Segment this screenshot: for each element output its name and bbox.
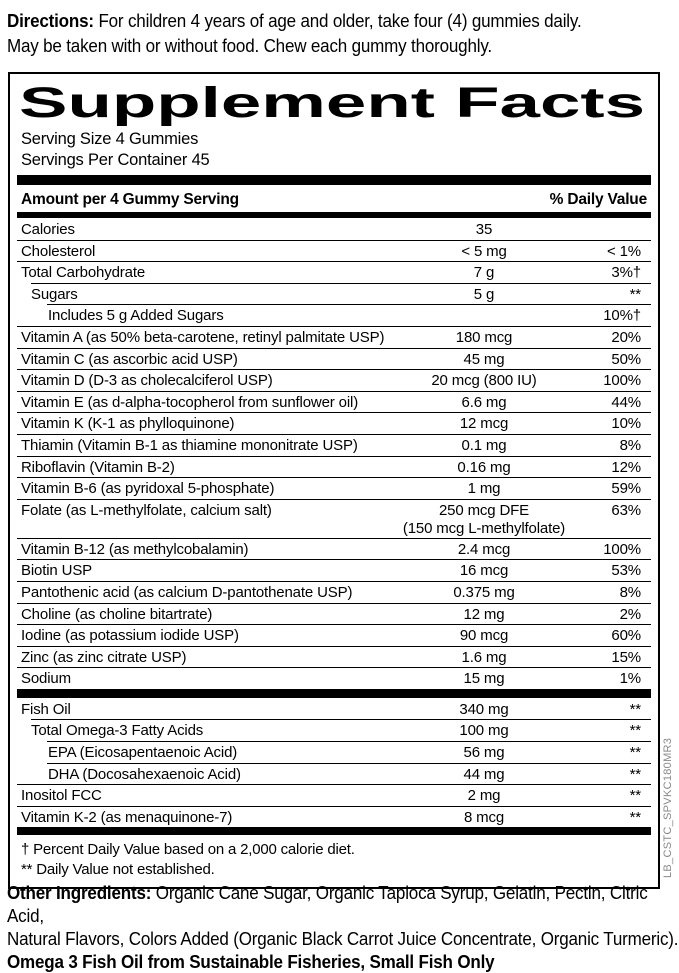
directions-label: Directions:	[7, 10, 94, 31]
nutrient-name: Iodine (as potassium iodide USP)	[21, 627, 239, 645]
nutrient-daily-value: **	[629, 722, 641, 740]
footnote-not-established: ** Daily Value not established.	[21, 860, 215, 878]
table-row	[17, 218, 651, 240]
nutrient-amount-line1: 56 mg	[463, 744, 505, 762]
nutrient-amount	[399, 562, 569, 580]
nutrient-name: Vitamin K (K-1 as phylloquinone)	[21, 415, 235, 433]
table-row	[17, 603, 651, 625]
nutrient-amount	[399, 329, 569, 347]
nutrient-amount	[399, 437, 569, 455]
nutrient-daily-value: 20%	[611, 328, 641, 346]
nutrient-amount	[399, 541, 569, 559]
nutrient-daily-value: **	[629, 808, 641, 826]
nutrient-name: Inositol FCC	[21, 787, 102, 805]
nutrient-daily-value: 1%	[619, 670, 641, 688]
nutrient-name: EPA (Eicosapentaenoic Acid)	[48, 744, 238, 762]
nutrient-daily-value: **	[629, 787, 641, 805]
nutrient-amount	[399, 459, 569, 477]
nutrient-amount-line1: 7 g	[473, 264, 495, 282]
nutrient-name: Folate (as L-methylfolate, calcium salt)	[21, 501, 272, 519]
daily-value-column-header: % Daily Value	[549, 190, 647, 208]
nutrient-daily-value: 10%	[611, 415, 641, 433]
nutrient-amount-line2: (150 mcg L-methylfolate)	[402, 519, 566, 537]
nutrient-daily-value: **	[629, 744, 641, 762]
nutrient-amount	[399, 584, 569, 602]
nutrient-amount	[399, 670, 569, 688]
serving-size: Serving Size 4 Gummies	[21, 130, 199, 148]
table-row	[17, 283, 651, 305]
footnote-daily-value: † Percent Daily Value based on a 2,000 calorie diet.	[21, 841, 355, 859]
nutrient-daily-value: **	[629, 700, 641, 718]
nutrient-daily-value: 60%	[611, 627, 641, 645]
nutrient-name: Fish Oil	[21, 700, 71, 718]
nutrient-daily-value: < 1%	[606, 242, 641, 260]
nutrient-amount	[399, 722, 569, 740]
nutrient-amount-line1: 45 mg	[463, 350, 505, 368]
nutrient-amount	[399, 502, 569, 538]
other-ingredients-line2: Natural Flavors, Colors Added (Organic Black Carrot Juice Concentrate, Organic Turmeric).	[7, 928, 679, 949]
nutrient-name: Vitamin B-12 (as methylcobalamin)	[21, 540, 249, 558]
table-row	[17, 667, 651, 689]
nutrient-amount-line1: 0.1 mg	[461, 436, 507, 454]
nutrient-amount	[399, 480, 569, 498]
table-row	[17, 763, 651, 785]
nutrient-name: Vitamin A (as 50% beta-carotene, retinyl palmitate USP)	[21, 328, 385, 346]
nutrient-amount-line1: 20 mcg (800 IU)	[431, 372, 537, 390]
nutrient-amount	[399, 787, 569, 805]
nutrient-name: Riboflavin (Vitamin B-2)	[21, 458, 175, 476]
amount-column-header: Amount per 4 Gummy Serving	[21, 190, 239, 208]
table-row	[17, 806, 651, 828]
nutrient-name: Total Omega-3 Fatty Acids	[31, 722, 204, 740]
nutrient-daily-value: 59%	[611, 480, 641, 498]
table-row	[17, 240, 651, 262]
panel-title: Supplement Facts	[19, 79, 645, 127]
servings-per-container: Servings Per Container 45	[21, 151, 210, 169]
table-row	[17, 741, 651, 763]
nutrient-amount-line1: 340 mg	[459, 700, 509, 718]
nutrient-amount-line1: 12 mg	[463, 605, 505, 623]
nutrient-amount-line1: 44 mg	[463, 765, 505, 783]
supplement-facts-panel	[8, 72, 660, 889]
table-row	[17, 369, 651, 391]
nutrient-amount	[399, 351, 569, 369]
table-row	[17, 348, 651, 370]
nutrient-name: Calories	[21, 221, 75, 238]
nutrient-amount	[399, 627, 569, 645]
nutrient-amount-line1: 16 mcg	[459, 562, 509, 580]
nutrient-name: Vitamin K-2 (as menaquinone-7)	[21, 808, 233, 826]
nutrient-amount	[399, 243, 569, 261]
nutrient-table	[17, 218, 651, 689]
nutrient-amount	[399, 766, 569, 784]
nutrient-daily-value: **	[629, 285, 641, 303]
nutrient-amount-line1: 100 mg	[459, 722, 509, 740]
supplement-label	[0, 8, 679, 972]
table-row	[17, 581, 651, 603]
nutrient-name: Thiamin (Vitamin B-1 as thiamine mononitrate USP)	[21, 436, 358, 454]
nutrient-daily-value: 12%	[611, 458, 641, 476]
table-row	[17, 326, 651, 348]
thick-divider-fish-oil	[17, 689, 651, 698]
nutrient-daily-value: 8%	[619, 583, 641, 601]
table-row	[17, 456, 651, 478]
nutrient-amount-line1: 0.16 mg	[457, 458, 511, 476]
nutrient-daily-value: 3%†	[611, 264, 641, 282]
nutrient-name: Biotin USP	[21, 562, 93, 580]
nutrient-daily-value: 2%	[619, 605, 641, 623]
nutrient-name: Vitamin C (as ascorbic acid USP)	[21, 350, 238, 368]
directions-line1: For children 4 years of age and older, take four (4) gummies daily.	[98, 10, 582, 31]
nutrient-amount-line1: 2 mg	[467, 787, 501, 805]
table-row	[17, 646, 651, 668]
nutrient-amount-line1: 15 mg	[463, 670, 505, 688]
nutrient-amount-line1: 1.6 mg	[461, 648, 507, 666]
side-product-code: LB_CSTC_SPVKC180MR3	[662, 737, 674, 878]
panel-title-svg	[19, 79, 651, 127]
nutrient-name: Includes 5 g Added Sugars	[48, 307, 224, 325]
nutrient-amount	[399, 221, 569, 239]
footnotes	[17, 835, 651, 881]
nutrient-amount-line1: 1 mg	[467, 480, 501, 498]
nutrient-amount-line1: 35	[475, 221, 493, 238]
table-row	[17, 784, 651, 806]
nutrient-name: Choline (as choline bitartrate)	[21, 605, 213, 623]
nutrient-name: Cholesterol	[21, 242, 96, 260]
nutrient-daily-value: 44%	[611, 393, 641, 411]
supplement-table	[17, 698, 651, 828]
directions-line2: May be taken with or without food. Chew each gummy thoroughly.	[7, 35, 492, 56]
nutrient-amount	[399, 415, 569, 433]
thick-divider-top	[17, 175, 651, 185]
table-row	[17, 698, 651, 720]
table-row	[17, 304, 651, 326]
nutrient-amount-line1: 90 mcg	[459, 627, 509, 645]
table-row	[17, 624, 651, 646]
nutrient-name: Total Carbohydrate	[21, 264, 146, 282]
table-row	[17, 261, 651, 283]
nutrient-daily-value: 100%	[603, 540, 641, 558]
nutrient-name: Vitamin E (as d-alpha-tocopherol from sunflower oil)	[21, 393, 359, 411]
nutrient-name: DHA (Docosahexaenoic Acid)	[48, 765, 241, 783]
panel-title-wrap	[17, 78, 651, 129]
nutrient-amount-line1: 8 mcg	[463, 808, 505, 826]
nutrient-amount	[399, 649, 569, 667]
nutrient-amount-line1: 5 g	[473, 285, 495, 303]
table-row	[17, 538, 651, 560]
nutrient-daily-value: 50%	[611, 350, 641, 368]
nutrient-amount	[399, 606, 569, 624]
other-ingredients-label: Other Ingredients:	[7, 882, 152, 903]
nutrient-daily-value: 10%†	[603, 307, 641, 325]
nutrient-daily-value: 53%	[611, 562, 641, 580]
nutrient-amount-line1: 0.375 mg	[453, 583, 515, 601]
nutrient-name: Sugars	[31, 285, 78, 303]
nutrient-daily-value: 8%	[619, 436, 641, 454]
nutrient-amount	[399, 744, 569, 762]
nutrient-amount	[399, 809, 569, 827]
nutrient-amount	[399, 286, 569, 304]
directions-paragraph	[7, 8, 679, 58]
nutrient-amount	[399, 264, 569, 282]
column-header-row	[17, 185, 651, 212]
nutrient-amount-line1: 12 mcg	[459, 415, 509, 433]
table-row	[17, 477, 651, 499]
nutrient-name: Sodium	[21, 670, 71, 688]
nutrient-amount-line1: 250 mcg DFE	[438, 501, 530, 519]
nutrient-daily-value: 15%	[611, 648, 641, 666]
nutrient-name: Pantothenic acid (as calcium D-pantothenate USP)	[21, 583, 353, 601]
nutrient-amount-line1: 6.6 mg	[461, 393, 507, 411]
nutrient-daily-value: 100%	[603, 372, 641, 390]
other-ingredients-line1: Organic Cane Sugar, Organic Tapioca Syrup, Gelatin, Pectin, Citric Acid,	[7, 882, 648, 926]
nutrient-name: Vitamin D (D-3 as cholecalciferol USP)	[21, 372, 273, 390]
table-row	[17, 434, 651, 456]
nutrient-daily-value: 63%	[611, 501, 641, 519]
nutrient-amount	[399, 394, 569, 412]
nutrient-amount-line1: 2.4 mcg	[457, 540, 511, 558]
nutrient-daily-value: **	[629, 765, 641, 783]
nutrient-amount	[399, 372, 569, 390]
sustainability-note: Omega 3 Fish Oil from Sustainable Fisheries, Small Fish Only	[7, 951, 495, 972]
nutrient-name: Zinc (as zinc citrate USP)	[21, 648, 187, 666]
other-ingredients-paragraph	[7, 881, 679, 973]
table-row	[17, 391, 651, 413]
table-row	[17, 559, 651, 581]
nutrient-amount-line1: 180 mcg	[455, 328, 513, 346]
thick-divider-footnotes	[17, 827, 651, 835]
nutrient-amount	[399, 701, 569, 719]
nutrient-name: Vitamin B-6 (as pyridoxal 5-phosphate)	[21, 480, 275, 498]
table-row	[17, 719, 651, 741]
nutrient-amount-line1: < 5 mg	[461, 242, 507, 260]
table-row	[17, 499, 651, 538]
table-row	[17, 412, 651, 434]
